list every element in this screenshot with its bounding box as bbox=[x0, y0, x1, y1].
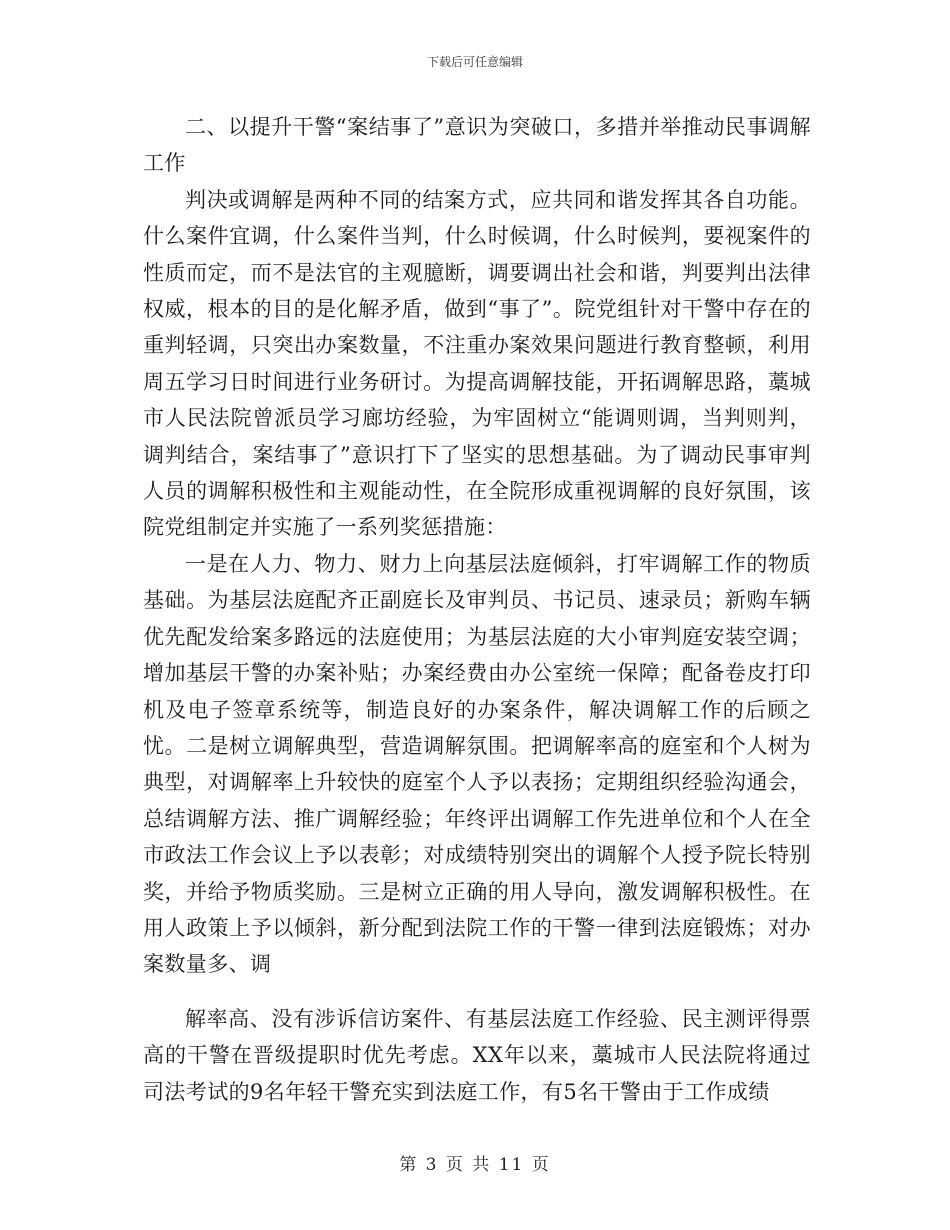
page-number-footer: 第 3 页 共 11 页 bbox=[399, 1155, 551, 1175]
body-paragraph: 一是在人力、物力、财力上向基层法庭倾斜，打牢调解工作的物质基础。为基层法庭配齐正副庭长及审判员、书记员、速录员；新购车辆优先配发给案多路远的法庭使用；为基层法庭的大小审判庭安装空调；增加基层干警的办案补贴；办案经费由办公室统一保障；配备卷皮打印机及电子签章系统等，制造良好的办案条件，解决调解工作的后顾之忧。二是树立调解典型，营造调解氛围。把调解率高的庭室和个人树为典型，对调解率上升较快的庭室个人予以表扬；定期组织经验沟通会，总结调解方法、推广调解经验；年终评出调解工作先进单位和个人在全市政法工作会议上予以表彰；对成绩特别突出的调解个人授予院长特别奖，并给予物质奖励。三是树立正确的用人导向，激发调解积极性。在用人政策上予以倾斜，新分配到法院工作的干警一律到法庭锻炼；对办案数量多、调 bbox=[143, 551, 811, 977]
page-header-note: 下载后可任意编辑 bbox=[426, 55, 523, 69]
document-body bbox=[143, 109, 811, 1110]
body-paragraph: 解率高、没有涉诉信访案件、有基层法庭工作经验、民主测评得票高的干警在晋级提职时优先考虑。XX年以来，藁城市人民法院将通过司法考试的9名年轻干警充实到法庭工作，有5名干警由于工作成绩 bbox=[143, 1006, 811, 1104]
body-paragraph: 判决或调解是两种不同的结案方式，应共同和谐发挥其各自功能。什么案件宜调，什么案件当判，什么时候调，什么时候判，要视案件的性质而定，而不是法官的主观臆断，调要调出社会和谐，判要判出法律权威，根本的目的是化解矛盾，做到“事了”。院党组针对干警中存在的重判轻调，只突出办案数量，不注重办案效果问题进行教育整顿，利用周五学习日时间进行业务研讨。为提高调解技能，开拓调解思路，藁城市人民法院曾派员学习廊坊经验，为牢固树立“能调则调，当判则判，调判结合，案结事了”意识打下了坚实的思想基础。为了调动民事审判人员的调解积极性和主观能动性，在全院形成重视调解的良好氛围，该院党组制定并实施了一系列奖惩措施： bbox=[143, 187, 811, 540]
section-heading: 二、以提升干警“案结事了”意识为突破口，多措并举推动民事调解工作 bbox=[143, 115, 811, 176]
